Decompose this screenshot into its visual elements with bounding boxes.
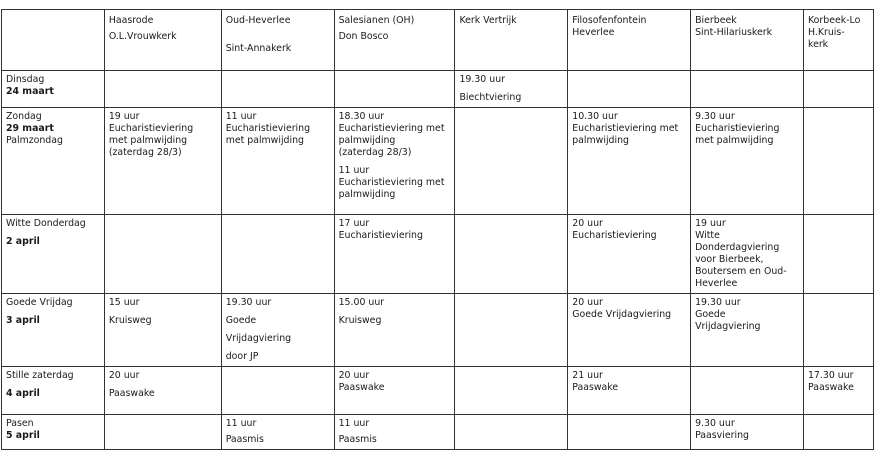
table-cell [803,108,873,215]
service-time: 20 uur [108,370,140,381]
table-cell [691,108,804,215]
day-cell [2,71,105,108]
service-detail: met palmwijding [108,135,188,146]
table-cell [104,367,221,415]
service-time: 17 uur [338,218,370,229]
service-time: 11 uur [338,418,370,429]
table-row [2,415,874,450]
service-name: Paaswake [572,382,619,393]
day-date: 4 april [6,388,40,399]
table-cell [334,71,455,108]
table-row [2,71,874,108]
service-note: (zaterdag 28/3) [108,147,182,158]
header-cell [568,10,691,71]
header-parish: Haasrode [108,15,154,26]
service-detail: door JP [225,351,259,362]
table-cell [334,367,455,415]
table-cell [104,215,221,294]
service-time: 19 uur [108,111,140,122]
header-cell [691,10,804,71]
table-cell [803,71,873,108]
service-time: 15 uur [108,297,140,308]
service-detail: met palmwijding [225,135,305,146]
table-cell [568,108,691,215]
service-time: 15.00 uur [338,297,385,308]
service-time: 18.30 uur [338,111,385,122]
table-cell [334,415,455,450]
service-name: Paaswake [108,388,155,399]
service-name: Goede Vrijdagviering [572,309,672,320]
table-row [2,294,874,367]
header-cell [221,10,334,71]
table-cell [221,367,334,415]
header-parish: Korbeek-Lo [807,15,861,26]
day-cell [2,215,105,294]
service-time: 19.30 uur [459,74,505,85]
day-name: Pasen [6,418,34,429]
service-time: 20 uur [572,218,603,229]
header-cell [455,10,568,71]
table-cell [691,294,804,367]
service-detail: met palmwijding [695,135,774,146]
service-name: Paasmis [338,434,377,445]
day-extra: Palmzondag [6,135,63,146]
service-name: Eucharistieviering [695,123,780,134]
header-row [2,10,874,71]
header-cell [334,10,455,71]
service-name: Paasmis [225,434,264,445]
service-name: Paaswake [807,382,854,393]
service-name: Eucharistieviering met [572,123,679,134]
table-cell [803,294,873,367]
header-church: H.Kruis- [807,27,845,38]
table-cell [568,71,691,108]
service-detail: palmwijding [338,189,396,200]
table-cell [803,215,873,294]
table-cell [691,215,804,294]
header-parish: Kerk Vertrijk [459,15,517,26]
table-row [2,367,874,415]
table-cell [568,415,691,450]
table-cell [455,367,568,415]
service-name: Eucharistieviering [108,123,194,134]
table-cell [568,215,691,294]
table-cell [568,367,691,415]
table-cell [455,415,568,450]
header-empty-cell [2,10,105,71]
day-cell [2,294,105,367]
day-name: Goede Vrijdag [6,297,73,308]
service-name: Eucharistieviering [225,123,311,134]
header-church: O.L.Vrouwkerk [108,31,177,42]
table-cell [104,71,221,108]
service-name: Kruisweg [338,315,382,326]
table-cell [221,415,334,450]
service-detail: voor Bierbeek, [695,254,764,265]
header-parish: Filosofenfontein [572,15,647,26]
table-row [2,215,874,294]
table-cell [334,294,455,367]
service-note: (zaterdag 28/3) [338,147,412,158]
service-name: Witte [695,230,720,241]
header-church: Don Bosco [338,31,389,42]
service-name: Paasviering [695,430,749,441]
service-time: 17.30 uur [807,370,854,381]
service-name: Eucharistieviering met [338,123,445,134]
service-detail: Boutersem en Oud- [695,266,787,277]
service-time: 20 uur [338,370,370,381]
table-cell [221,71,334,108]
service-name: Vrijdagviering [695,321,761,332]
service-name: Paaswake [338,382,385,393]
table-cell [104,108,221,215]
service-name: Eucharistieviering [338,230,423,241]
header-church: Heverlee [572,27,615,38]
table-cell [455,294,568,367]
service-time: 19 uur [695,218,726,229]
service-time: 11 uur [225,111,257,122]
day-date: 3 april [6,315,40,326]
table-cell [568,294,691,367]
day-date: 24 maart [6,86,54,97]
table-cell [221,215,334,294]
service-name: Eucharistieviering met [338,177,445,188]
table-cell [691,367,804,415]
header-parish: Salesianen (OH) [338,15,415,26]
table-row [2,108,874,215]
day-name: Dinsdag [6,74,45,85]
day-cell [2,108,105,215]
table-cell [104,294,221,367]
service-name: Kruisweg [108,315,152,326]
service-time: 19.30 uur [225,297,272,308]
service-time: 19.30 uur [695,297,741,308]
table-cell [455,108,568,215]
service-detail: palmwijding [338,135,396,146]
day-cell [2,415,105,450]
header-cell [104,10,221,71]
service-time: 21 uur [572,370,603,381]
table-cell [334,215,455,294]
header-church: kerk [807,39,829,50]
header-church: Sint-Hilariuskerk [695,27,773,38]
service-time: 10.30 uur [572,111,618,122]
table-cell [803,415,873,450]
table-cell [803,367,873,415]
day-name: Stille zaterdag [6,370,74,381]
service-name: Biechtviering [459,92,522,103]
service-time: 9.30 uur [695,111,735,122]
header-cell [803,10,873,71]
service-name: Goede [695,309,726,320]
service-time: 20 uur [572,297,603,308]
schedule-table [1,9,874,450]
table-cell [455,215,568,294]
table-cell [455,71,568,108]
table-cell [221,294,334,367]
service-name: Goede [225,315,257,326]
service-name: Eucharistieviering [572,230,657,241]
table-cell [334,108,455,215]
header-parish: Oud-Heverlee [225,15,291,26]
service-time: 11 uur [338,165,370,176]
service-name: Vrijdagviering [225,333,292,344]
table-cell [221,108,334,215]
table-cell [104,415,221,450]
service-detail: Heverlee [695,278,738,289]
day-date: 29 maart [6,123,54,134]
day-date: 2 april [6,236,40,247]
table-cell [691,71,804,108]
service-name: Donderdagviering [695,242,780,253]
day-name: Witte Donderdag [6,218,86,229]
day-cell [2,367,105,415]
service-time: 9.30 uur [695,418,735,429]
day-date: 5 april [6,430,40,441]
day-name: Zondag [6,111,42,122]
table-cell [691,415,804,450]
service-time: 11 uur [225,418,257,429]
header-church: Sint-Annakerk [225,43,292,54]
header-parish: Bierbeek [695,15,737,26]
service-detail: palmwijding [572,135,629,146]
